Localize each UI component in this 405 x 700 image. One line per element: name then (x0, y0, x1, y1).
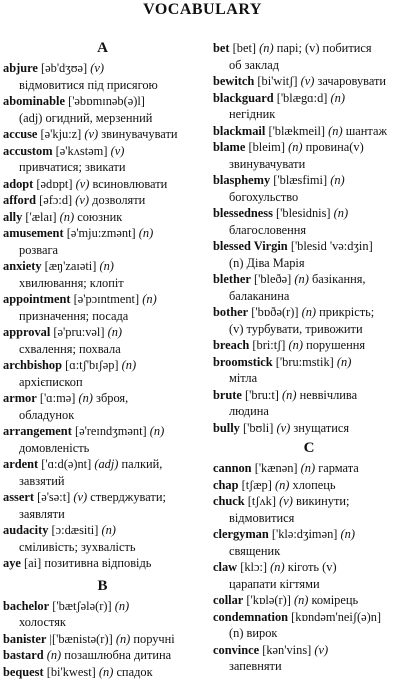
entry-transcription: [tʃæp] (241, 477, 272, 492)
right-column (213, 40, 405, 675)
entry-line (213, 304, 405, 321)
entry-headword: banister (3, 631, 47, 646)
entry-part-of-speech: (n) (294, 272, 309, 286)
entry-transcription: [tʃʌk] (247, 494, 277, 508)
entry-definition-continued: архієпископ (19, 374, 83, 389)
dictionary-entry (213, 304, 405, 337)
entry-part-of-speech: (n) (59, 209, 75, 224)
dictionary-entry (213, 205, 405, 238)
entry-line (213, 205, 405, 222)
section-letter-b: B (97, 577, 108, 594)
entry-headword: bastard (3, 648, 44, 662)
dictionary-entry (213, 123, 405, 140)
entry-part-of-speech: (n) (333, 206, 349, 220)
entry-line (213, 493, 405, 510)
entry-headword: blame (213, 140, 246, 154)
entry-transcription: ['klə:dʒimən] (271, 527, 338, 541)
entry-transcription: [ə'kʌstəm] (55, 143, 108, 158)
entry-headword: abominable (3, 94, 65, 108)
entry-transcription: ['bru:t] (245, 387, 279, 402)
entry-line (3, 143, 202, 160)
entry-part-of-speech: (v) (73, 490, 88, 504)
dictionary-entry (3, 209, 202, 226)
entry-definition-continued: обладунок (19, 407, 75, 422)
entry-headword: accuse (3, 127, 38, 141)
entry-part-of-speech: (n) (138, 226, 154, 240)
entry-headword: blessedness (213, 206, 273, 220)
entry-part-of-speech: (n) (114, 598, 130, 613)
entry-headword: bewitch (213, 74, 255, 88)
entry-transcription: [ɔ:dæsiti] (51, 523, 99, 537)
entry-part-of-speech: (v) (314, 642, 329, 657)
entry-part-of-speech: (n) (288, 140, 303, 154)
entry-definition: шантаж (345, 123, 388, 138)
entry-definition-continued: (adj) огидний, мерзенний (19, 110, 153, 125)
entry-headword: brute (213, 387, 242, 402)
entry-headword: bequest (3, 664, 44, 679)
entry-transcription: ['blesid 'və:dʒin] (290, 239, 373, 253)
entry-part-of-speech: (n) (340, 527, 355, 541)
entry-line (213, 526, 405, 543)
dictionary-entry (213, 559, 405, 592)
entry-part-of-speech: (n) (301, 305, 317, 319)
section-b-entries (3, 598, 202, 681)
dictionary-entry (3, 192, 202, 209)
entry-part-of-speech: (n) (99, 259, 114, 273)
entry-definition-continued: сміливість; зухвалість (19, 539, 136, 554)
entry-definition-continued: богохульство (229, 189, 299, 204)
entry-transcription: [klɔ:] (240, 560, 268, 574)
entry-part-of-speech: (n) (336, 354, 352, 369)
entry-part-of-speech: (n) (149, 424, 165, 438)
dictionary-entry (213, 526, 405, 559)
entry-line (213, 139, 405, 156)
entry-headword: approval (3, 325, 51, 339)
entry-headword: condemnation (213, 609, 289, 624)
entry-definition: союзник (77, 209, 123, 224)
entry-line (213, 559, 405, 576)
entry-line (3, 192, 202, 209)
dictionary-entry (3, 143, 202, 176)
entry-definition-continued: негідник (229, 107, 276, 121)
entry-headword: bet (213, 41, 230, 55)
entry-line (213, 172, 405, 189)
dictionary-entry (3, 258, 202, 291)
entry-part-of-speech: (n) (46, 648, 62, 662)
entry-definition-continued: звинувачувати (229, 156, 306, 171)
entry-definition: позитивна відповідь (44, 556, 152, 570)
entry-definition: поручні (133, 631, 175, 646)
entry-part-of-speech: (n) (101, 523, 116, 537)
entry-definition-continued: балаканина (229, 288, 290, 303)
entry-headword: claw (213, 560, 238, 574)
entry-headword: assert (3, 490, 34, 504)
entry-part-of-speech: (v) (276, 420, 291, 435)
entry-transcription: [ə'pru:vəl] (53, 325, 105, 339)
entry-line (3, 357, 202, 374)
entry-definition-continued: схвалення; похвала (19, 341, 121, 356)
entry-definition: знущатися (293, 420, 350, 435)
entry-definition: неввічлива (299, 387, 358, 402)
entry-transcription: [ə'sə:t] (37, 490, 71, 504)
entry-definition: хлопець (292, 477, 336, 492)
entry-definition: звинувачувати (101, 127, 178, 141)
entry-line (213, 238, 405, 255)
entry-transcription: ['bʊli] (242, 420, 274, 435)
entry-line (213, 73, 405, 90)
entry-transcription: [ə'mju:zmənt] (66, 226, 136, 240)
entry-headword: clergyman (213, 527, 269, 541)
entry-definition-continued: призначення; посада (19, 308, 129, 323)
dictionary-entry (213, 493, 405, 526)
entry-definition-continued: домовленість (19, 440, 90, 455)
dictionary-entry (213, 40, 405, 73)
entry-definition: спадок (116, 664, 153, 679)
entry-headword: blackmail (213, 123, 266, 138)
entry-definition-continued: (v) турбувати, тривожити (229, 321, 363, 336)
entry-transcription: [bi'witʃ] (257, 74, 298, 88)
dictionary-entry (213, 337, 405, 354)
entry-line (3, 258, 202, 275)
section-b-continued-entries (213, 40, 405, 436)
dictionary-entry (3, 555, 202, 572)
entry-part-of-speech: (n) (293, 593, 309, 607)
entry-definition: зачаровувати (317, 74, 387, 88)
entry-line (3, 522, 202, 539)
entry-line (213, 123, 405, 140)
dictionary-entry (3, 423, 202, 456)
entry-part-of-speech: (n) (330, 173, 345, 187)
dictionary-entry (213, 238, 405, 271)
entry-headword: bother (213, 305, 249, 319)
entry-transcription: ['kænən] (254, 461, 298, 475)
entry-headword: arrangement (3, 424, 72, 438)
entry-transcription: [kɒndəm'neiʃ(ə)n] (291, 609, 382, 624)
entry-definition-continued: людина (229, 404, 269, 418)
dictionary-entry (3, 647, 202, 664)
entry-definition: гармата (318, 461, 359, 475)
entry-part-of-speech: (n) (288, 338, 303, 352)
entry-headword: armor (3, 391, 37, 405)
entry-transcription: [bri:tʃ] (252, 338, 286, 352)
entry-transcription: ['blæsfimi] (273, 173, 328, 187)
dictionary-entry (3, 522, 202, 555)
entry-line (213, 40, 405, 57)
entry-part-of-speech: (n) (98, 664, 114, 679)
entry-line (3, 390, 202, 407)
entry-part-of-speech: (v) (75, 176, 90, 191)
entry-part-of-speech: (n) (121, 358, 137, 372)
dictionary-entry (3, 126, 202, 143)
entry-line (3, 324, 202, 341)
entry-definition-continued: об заклад (229, 57, 279, 72)
entry-headword: blether (213, 272, 251, 286)
entry-definition: комірець (311, 593, 359, 607)
entry-headword: cannon (213, 461, 252, 475)
entry-line (213, 642, 405, 659)
entry-headword: appointment (3, 292, 71, 306)
entry-transcription: [bi'kwest] (46, 664, 96, 679)
entry-headword: accustom (3, 143, 53, 158)
entry-transcription: [kən'vins] (262, 642, 312, 657)
entry-definition-continued: холостяк (19, 615, 66, 629)
dictionary-entry (213, 642, 405, 675)
entry-line (213, 271, 405, 288)
entry-line (3, 126, 202, 143)
entry-line (3, 664, 202, 681)
entry-transcription: ['bleðə] (253, 272, 292, 286)
entry-definition: базікання, (311, 272, 366, 286)
dictionary-entry (3, 324, 202, 357)
section-c-entries (213, 460, 405, 675)
entry-definition: кіготь (v) (287, 560, 337, 574)
section-letter-c: C (303, 440, 315, 456)
entry-transcription: [əfɔ:d] (39, 193, 73, 207)
entry-definition: всиновлювати (92, 176, 168, 191)
entry-part-of-speech: (n) (259, 41, 274, 55)
entry-transcription: [ədɒpt] (36, 176, 73, 191)
entry-line (3, 598, 202, 615)
entry-definition-continued: священик (229, 543, 281, 558)
entry-definition-continued: відмовитися під присягою (19, 77, 158, 92)
entry-part-of-speech: (n) (115, 631, 131, 646)
dictionary-entry (3, 93, 202, 126)
entry-part-of-speech: (v) (110, 143, 125, 158)
entry-part-of-speech: (v) (75, 193, 90, 207)
entry-line (3, 209, 202, 226)
entry-transcription: [ai] (24, 556, 42, 570)
entry-transcription: ['ælaɪ] (25, 209, 57, 224)
entry-definition: позашлюбна дитина (64, 648, 172, 662)
entry-line (213, 420, 405, 437)
entry-transcription: ['blesidnis] (276, 206, 331, 220)
entry-headword: breach (213, 338, 250, 352)
entry-definition: прикрість; (319, 305, 375, 319)
dictionary-entry (3, 598, 202, 631)
dictionary-entry (213, 172, 405, 205)
dictionary-entry (3, 489, 202, 522)
entry-part-of-speech: (n) (328, 123, 343, 138)
section-letter-a: A (97, 40, 108, 56)
entry-part-of-speech: (v) (84, 127, 99, 141)
entry-transcription: ['ɑ:mə] (39, 391, 76, 405)
entry-transcription: [bet] (232, 41, 257, 55)
dictionary-entry (3, 60, 202, 93)
entry-transcription: ['blækmeil] (268, 123, 326, 138)
dictionary-entry (213, 139, 405, 172)
entry-line (3, 423, 202, 440)
entry-part-of-speech: (adj) (94, 457, 119, 471)
entry-transcription: ['ɑ:d(ə)nt] (41, 457, 92, 471)
entry-line (3, 456, 202, 473)
entry-line (3, 291, 202, 308)
entry-headword: broomstick (213, 354, 273, 369)
entry-definition-continued: мітла (229, 371, 258, 385)
entry-line (3, 176, 202, 193)
entry-part-of-speech: (n) (107, 325, 123, 339)
entry-headword: archbishop (3, 358, 62, 372)
dictionary-entry (213, 271, 405, 304)
entry-headword: blessed Virgin (213, 239, 288, 253)
entry-definition-continued: хвилювання; клопіт (19, 275, 124, 290)
entry-line (213, 90, 405, 107)
entry-line (3, 631, 202, 648)
entry-line (3, 93, 202, 110)
entry-transcription: ['blægɑ:d] (276, 90, 328, 105)
entry-definition: зброя, (96, 391, 129, 405)
entry-transcription: ['bru:mstik] (275, 354, 334, 369)
entry-definition: парі; (v) побитися (276, 41, 372, 55)
dictionary-entry (213, 387, 405, 420)
dictionary-entry (3, 456, 202, 489)
entry-definition: дозволяти (92, 193, 146, 207)
entry-line (213, 609, 405, 626)
entry-transcription: ['bɒðə(r)] (251, 305, 299, 319)
entry-line (213, 354, 405, 371)
entry-line (3, 489, 202, 506)
dictionary-entry (213, 592, 405, 609)
entry-line (213, 387, 405, 404)
dictionary-entry (3, 176, 202, 193)
entry-part-of-speech: (v) (300, 74, 315, 88)
entry-line (3, 647, 202, 664)
entry-part-of-speech: (n) (78, 391, 93, 405)
entry-headword: chap (213, 477, 239, 492)
entry-definition-continued: царапати кігтями (229, 576, 320, 591)
entry-headword: convince (213, 642, 260, 657)
entry-definition-continued: завзятий (19, 473, 65, 488)
entry-headword: abjure (3, 61, 38, 75)
dictionary-entry (3, 291, 202, 324)
entry-part-of-speech: (n) (142, 292, 157, 306)
dictionary-entry (3, 631, 202, 648)
section-a-entries (3, 60, 202, 572)
entry-line (213, 460, 405, 477)
entry-transcription: [æŋ'zaɪəti] (44, 259, 97, 273)
entry-definition-continued: відмовитися (229, 510, 295, 525)
dictionary-entry (213, 477, 405, 494)
entry-transcription: [ɑ:tʃ'bɪʃəp] (65, 358, 119, 372)
dictionary-entry (213, 73, 405, 90)
dictionary-entry (213, 420, 405, 437)
entry-definition: викинути; (296, 494, 350, 508)
entry-part-of-speech: (v) (279, 494, 293, 508)
entry-headword: collar (213, 593, 244, 607)
entry-headword: blasphemy (213, 173, 271, 187)
entry-definition-continued: розвага (19, 242, 59, 257)
dictionary-entry (213, 609, 405, 642)
entry-transcription: [əb'dʒʊə] (41, 61, 88, 75)
entry-headword: afford (3, 193, 37, 207)
dictionary-entry (3, 390, 202, 423)
entry-line (3, 60, 202, 77)
dictionary-entry (213, 354, 405, 387)
dictionary-entry (3, 225, 202, 258)
entry-definition: стверджувати; (90, 490, 166, 504)
entry-definition-continued: благословення (229, 222, 307, 237)
entry-definition-continued: (n) вирок (229, 626, 278, 640)
entry-headword: adopt (3, 176, 34, 191)
entry-transcription: [ə'kju:z] (40, 127, 82, 141)
entry-headword: aye (3, 556, 21, 570)
entry-part-of-speech: (v) (90, 61, 105, 75)
entry-line (3, 225, 202, 242)
dictionary-entry (213, 90, 405, 123)
entry-part-of-speech: (n) (270, 560, 285, 574)
entry-headword: audacity (3, 523, 49, 537)
entry-headword: anxiety (3, 259, 42, 273)
entry-definition-continued: запевняти (229, 659, 282, 673)
entry-transcription: |['bænistə(r)] (49, 631, 113, 646)
entry-headword: bully (213, 420, 240, 435)
entry-transcription: [ə'reɪndʒmənt] (74, 424, 147, 438)
dictionary-entry (3, 664, 202, 681)
entry-line (213, 477, 405, 494)
left-column (3, 40, 202, 680)
entry-line (213, 592, 405, 609)
entry-headword: chuck (213, 494, 245, 508)
entry-transcription: [ə'pɔɪntment] (73, 292, 140, 306)
entry-definition-continued: заявляти (19, 506, 65, 521)
entry-definition: палкий, (121, 457, 163, 471)
entry-line (213, 337, 405, 354)
entry-headword: bachelor (3, 598, 50, 613)
entry-definition-continued: (n) Діва Марія (229, 255, 305, 270)
page-title: VOCABULARY (143, 1, 262, 18)
entry-headword: ardent (3, 457, 39, 471)
entry-transcription: [bleim] (248, 140, 285, 154)
entry-transcription: ['əbɒmɪnəb(ə)l] (68, 94, 145, 108)
entry-definition: порушення (306, 338, 366, 352)
entry-transcription: ['bætʃələ(r)] (52, 598, 112, 613)
entry-line (3, 555, 202, 572)
entry-transcription: ['kɒlə(r)] (246, 593, 291, 607)
entry-definition: провина(v) (305, 140, 364, 154)
entry-definition-continued: привчатися; звикати (19, 160, 126, 174)
entry-part-of-speech: (n) (330, 90, 345, 105)
entry-headword: ally (3, 209, 23, 224)
entry-headword: amusement (3, 226, 64, 240)
entry-headword: blackguard (213, 90, 274, 105)
dictionary-entry (3, 357, 202, 390)
dictionary-entry (213, 460, 405, 477)
entry-part-of-speech: (n) (274, 477, 290, 492)
entry-part-of-speech: (n) (300, 461, 316, 475)
entry-part-of-speech: (n) (282, 387, 297, 402)
